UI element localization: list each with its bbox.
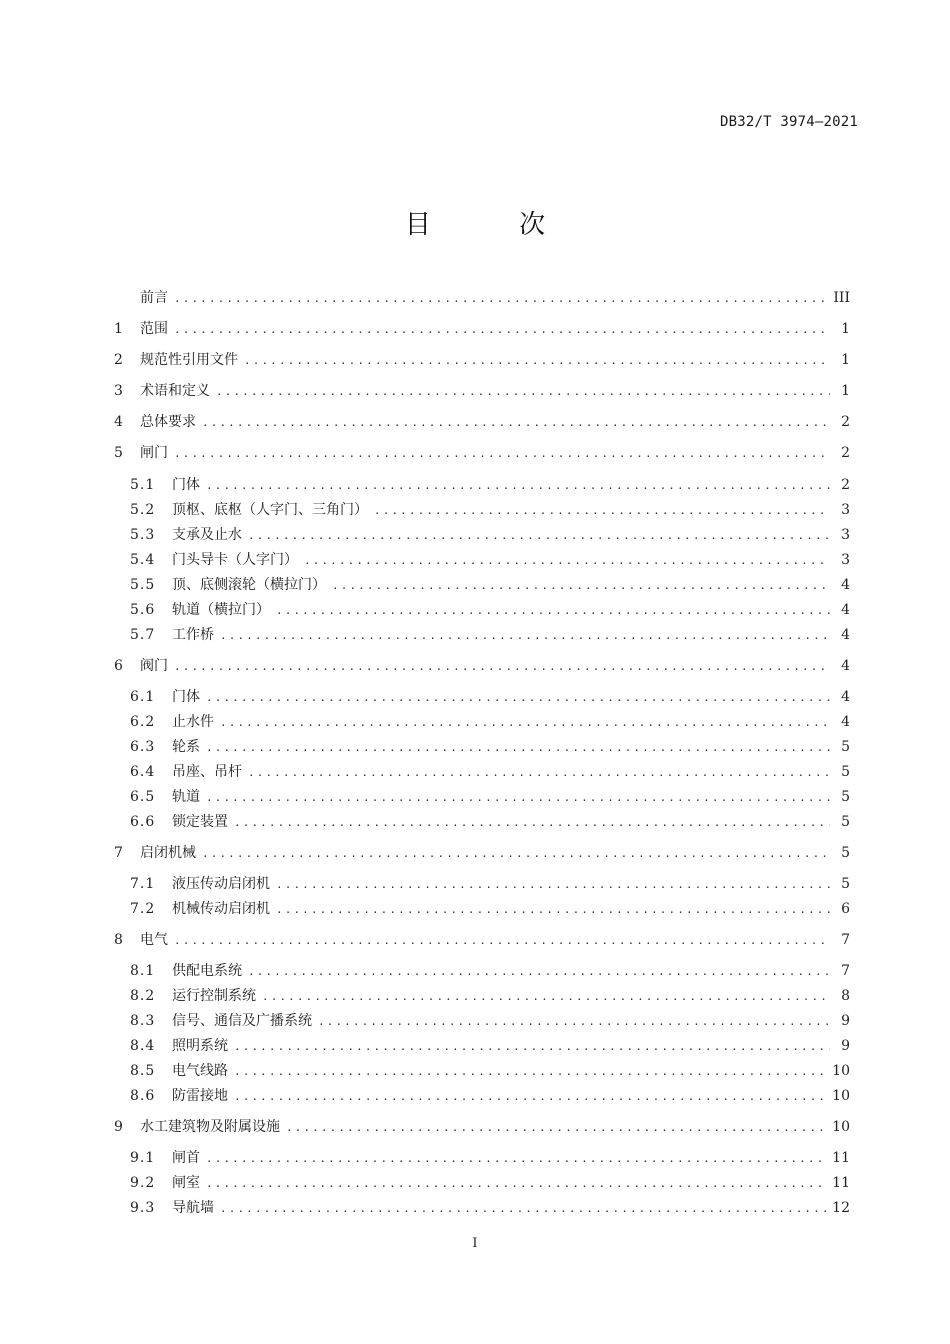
toc-dot-leader [206,1174,826,1194]
toc-entry-page: 4 [841,602,850,618]
toc-dot-leader [234,1037,830,1057]
toc-dot-leader [220,713,830,733]
toc-entry-number: 6.6 [130,814,156,830]
toc-entry-label: 供配电系统 [172,963,242,979]
toc-entry-page: 8 [841,988,850,1004]
toc-entry[interactable] [114,1116,850,1138]
toc-entry[interactable] [130,711,850,733]
toc-entry-page: 10 [832,1119,850,1135]
toc-entry[interactable] [130,474,850,496]
toc-entry-label: 闸首 [172,1150,200,1166]
toc-entry-number: 8.3 [130,1013,156,1029]
toc-entry-page: 3 [841,502,850,518]
toc-dot-leader [220,626,830,646]
toc-entry-number: 3 [114,383,123,399]
toc-entry-page: 4 [841,627,850,643]
toc-dot-leader [276,601,830,621]
toc-entry-page: 4 [841,714,850,730]
toc-entry-page: 9 [841,1013,850,1029]
toc-entry[interactable] [130,786,850,808]
toc-entry-page: 7 [841,932,850,948]
toc-entry[interactable] [130,599,850,621]
toc-entry-number: 7 [114,845,123,861]
toc-entry-number: 5 [114,445,123,461]
toc-entry-page: 3 [841,527,850,543]
toc-entry-number: 6.1 [130,689,156,705]
toc-entry-page: 2 [841,414,850,430]
toc-entry-label: 液压传动启闭机 [172,876,270,892]
toc-entry-number: 7.1 [130,876,156,892]
toc-entry[interactable] [130,1172,850,1194]
toc-entry-page: 4 [841,689,850,705]
toc-entry-label: 前言 [140,290,168,306]
toc-entry-label: 电气线路 [172,1063,228,1079]
toc-dot-leader [206,688,830,708]
toc-entry-number: 6.4 [130,764,156,780]
toc-entry-page: 6 [841,901,850,917]
toc-entry[interactable] [130,811,850,833]
page-number: I [472,1236,478,1251]
toc-dot-leader [220,1199,826,1219]
toc-entry-label: 总体要求 [140,414,196,430]
toc-entry-page: 4 [841,577,850,593]
toc-entry-label: 照明系统 [172,1038,228,1054]
toc-dot-leader [276,900,830,920]
toc-entry-label: 轨道 [172,789,200,805]
toc-entry[interactable] [130,985,850,1007]
toc-entry[interactable] [114,655,850,677]
toc-entry-label: 启闭机械 [140,845,196,861]
toc-dot-leader [206,738,830,758]
toc-entry-page: 10 [832,1063,850,1079]
toc-entry-number: 8.1 [130,963,156,979]
toc-entry[interactable] [130,873,850,895]
toc-entry[interactable] [130,1197,850,1219]
toc-entry-number: 6.3 [130,739,156,755]
toc-entry[interactable] [130,1085,850,1107]
toc-dot-leader [174,289,827,309]
toc-entry-page: 5 [841,814,850,830]
toc-entry-label: 规范性引用文件 [140,352,238,368]
toc-entry-label: 吊座、吊杆 [172,764,242,780]
toc-dot-leader [248,526,830,546]
toc-entry-page: 7 [841,963,850,979]
toc-entry[interactable] [130,761,850,783]
toc-dot-leader [174,444,830,464]
toc-dot-leader [374,501,830,521]
toc-entry-label: 轨道（横拉门） [172,602,270,618]
toc-entry-number: 8.2 [130,988,156,1004]
toc-entry-label: 阀门 [140,658,168,674]
toc-dot-leader [248,763,830,783]
toc-entry-number: 8.5 [130,1063,156,1079]
toc-entry-label: 电气 [140,932,168,948]
toc-entry[interactable] [130,624,850,646]
toc-entry-label: 门头导卡（人字门） [172,552,298,568]
toc-dot-leader [206,476,830,496]
toc-entry-label: 防雷接地 [172,1088,228,1104]
toc-dot-leader [286,1118,826,1138]
toc-entry-number: 5.4 [130,552,156,568]
toc-entry-number: 5.7 [130,627,156,643]
toc-entry[interactable] [114,287,850,309]
toc-entry[interactable] [130,1147,850,1169]
toc-entry-page: III [833,290,850,306]
toc-dot-leader [234,813,830,833]
toc-entry-label: 锁定装置 [172,814,228,830]
toc-entry[interactable] [130,1010,850,1032]
toc-entry-page: 1 [841,352,850,368]
toc-entry-number: 9.2 [130,1175,156,1191]
toc-entry-number: 2 [114,352,123,368]
toc-entry-page: 1 [841,383,850,399]
toc-entry[interactable] [114,929,850,951]
toc-entry-number: 6.5 [130,789,156,805]
toc-dot-leader [202,413,830,433]
toc-entry-number: 5.5 [130,577,156,593]
toc-entry-label: 机械传动启闭机 [172,901,270,917]
toc-entry-label: 导航墙 [172,1200,214,1216]
toc-entry-label: 顶、底侧滚轮（横拉门） [172,577,326,593]
toc-entry-label: 止水件 [172,714,214,730]
toc-entry[interactable] [130,549,850,571]
toc-entry[interactable] [114,349,850,371]
toc-entry-page: 5 [841,876,850,892]
toc-entry[interactable] [130,686,850,708]
toc-entry[interactable] [114,842,850,864]
toc-entry[interactable] [130,898,850,920]
toc-entry[interactable] [130,1060,850,1082]
toc-entry-number: 6.2 [130,714,156,730]
toc-entry-number: 5.1 [130,477,156,493]
toc-entry[interactable] [130,736,850,758]
toc-entry-number: 1 [114,321,123,337]
toc-entry-page: 12 [832,1200,850,1216]
toc-entry[interactable] [130,499,850,521]
toc-entry-label: 术语和定义 [140,383,210,399]
toc-entry-number: 7.2 [130,901,156,917]
toc-entry-page: 5 [841,764,850,780]
toc-dot-leader [174,320,830,340]
toc-dot-leader [234,1062,826,1082]
toc-entry[interactable] [114,380,850,402]
toc-entry-label: 门体 [172,689,200,705]
toc-entry-number: 5.6 [130,602,156,618]
toc-dot-leader [318,1012,830,1032]
toc-entry-label: 支承及止水 [172,527,242,543]
toc-entry-number: 9 [114,1119,123,1135]
toc-entry[interactable] [114,318,850,340]
toc-entry-label: 范围 [140,321,168,337]
toc-entry-number: 5.2 [130,502,156,518]
toc-entry-label: 闸门 [140,445,168,461]
toc-entry-number: 4 [114,414,123,430]
toc-entry-page: 11 [832,1175,850,1191]
toc-entry-page: 2 [841,477,850,493]
toc-entry-page: 5 [841,739,850,755]
toc-entry[interactable] [130,574,850,596]
toc-entry-label: 轮系 [172,739,200,755]
toc-dot-leader [206,788,830,808]
toc-entry-label: 工作桥 [172,627,214,643]
toc-entry-page: 3 [841,552,850,568]
toc-entry-number: 8 [114,932,123,948]
toc-entry[interactable] [130,524,850,546]
toc-entry-label: 门体 [172,477,200,493]
toc-entry-page: 9 [841,1038,850,1054]
toc-entry-page: 5 [841,845,850,861]
toc-entry[interactable] [114,442,850,464]
toc-entry-label: 信号、通信及广播系统 [172,1013,312,1029]
toc-entry-number: 6 [114,658,123,674]
toc-entry-page: 5 [841,789,850,805]
toc-entry-page: 1 [841,321,850,337]
toc-entry[interactable] [130,960,850,982]
toc-dot-leader [174,931,830,951]
toc-entry-page: 2 [841,445,850,461]
toc-entry-number: 5.3 [130,527,156,543]
document-code: DB32/T 3974—2021 [719,114,858,130]
toc-entry-label: 闸室 [172,1175,200,1191]
toc-dot-leader [248,962,830,982]
toc-entry-label: 顶枢、底枢（人字门、三角门） [172,502,368,518]
toc-entry-number: 8.6 [130,1088,156,1104]
toc-entry-page: 10 [832,1088,850,1104]
toc-entry-label: 运行控制系统 [172,988,256,1004]
toc-entry[interactable] [114,411,850,433]
toc-entry-number: 9.1 [130,1150,156,1166]
toc-dot-leader [216,382,830,402]
toc-dot-leader [174,657,830,677]
toc-entry[interactable] [130,1035,850,1057]
toc-dot-leader [332,576,830,596]
toc-dot-leader [202,844,830,864]
toc-entry-page: 11 [832,1150,850,1166]
page-title: 目 次 [404,210,586,240]
toc-entry-number: 8.4 [130,1038,156,1054]
toc-entry-page: 4 [841,658,850,674]
toc-dot-leader [244,351,830,371]
toc-dot-leader [262,987,830,1007]
toc-dot-leader [234,1087,826,1107]
toc-dot-leader [304,551,830,571]
toc-entry-number: 9.3 [130,1200,156,1216]
toc-dot-leader [206,1149,826,1169]
toc-entry-label: 水工建筑物及附属设施 [140,1119,280,1135]
toc-dot-leader [276,875,830,895]
